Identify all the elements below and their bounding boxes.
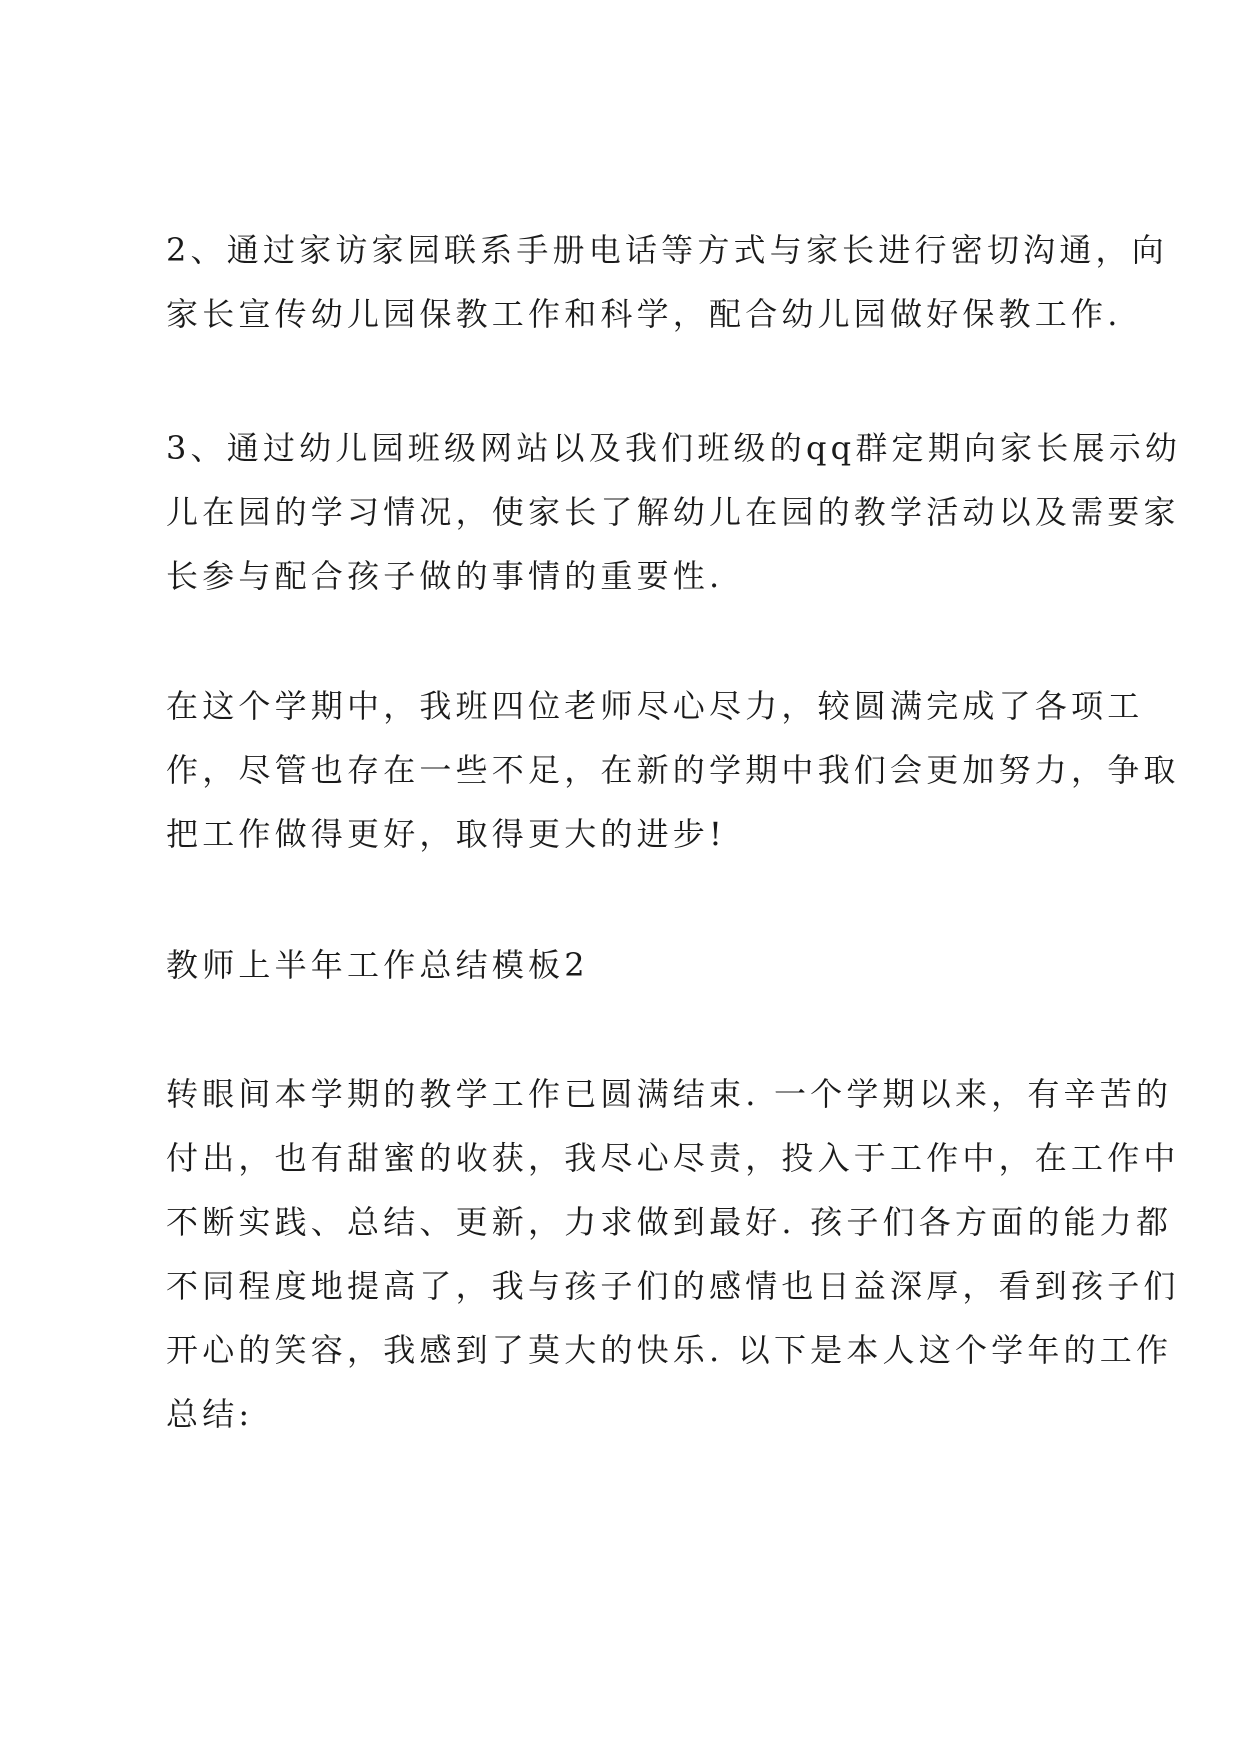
- paragraph-line: 2、通过家访家园联系手册电话等方式与家长进行密切沟通，向: [166, 231, 1168, 269]
- paragraph-line: 儿在园的学习情况，使家长了解幼儿在园的教学活动以及需要家: [166, 493, 1180, 531]
- paragraph-line: 不同程度地提高了，我与孩子们的感情也日益深厚，看到孩子们: [166, 1267, 1180, 1305]
- paragraph-line: 不断实践、总结、更新，力求做到最好. 孩子们各方面的能力都: [166, 1203, 1173, 1241]
- paragraph-semester-summary: [166, 674, 1180, 866]
- section-heading: [166, 933, 1096, 997]
- paragraph-line: 3、通过幼儿园班级网站以及我们班级的qq群定期向家长展示幼: [166, 429, 1182, 467]
- paragraph-line: 付出，也有甜蜜的收获，我尽心尽责，投入于工作中，在工作中: [166, 1139, 1180, 1177]
- paragraph-line: 作，尽管也存在一些不足，在新的学期中我们会更加努力，争取: [166, 751, 1180, 789]
- paragraph-line: 家长宣传幼儿园保教工作和科学，配合幼儿园做好保教工作.: [166, 295, 1122, 333]
- heading-line: 教师上半年工作总结模板2: [166, 946, 589, 984]
- paragraph-line: 把工作做得更好，取得更大的进步!: [166, 815, 727, 853]
- paragraph-class-website: [166, 416, 1182, 608]
- paragraph-line: 转眼间本学期的教学工作已圆满结束. 一个学期以来，有辛苦的: [166, 1075, 1173, 1113]
- paragraph-work-summary-intro: [166, 1062, 1180, 1446]
- paragraph-line: 在这个学期中，我班四位老师尽心尽力，较圆满完成了各项工: [166, 687, 1144, 725]
- paragraph-home-contact: [166, 218, 1168, 346]
- paragraph-line: 开心的笑容，我感到了莫大的快乐. 以下是本人这个学年的工作: [166, 1331, 1173, 1369]
- paragraph-line: 总结:: [166, 1395, 254, 1433]
- paragraph-line: 长参与配合孩子做的事情的重要性.: [166, 557, 724, 595]
